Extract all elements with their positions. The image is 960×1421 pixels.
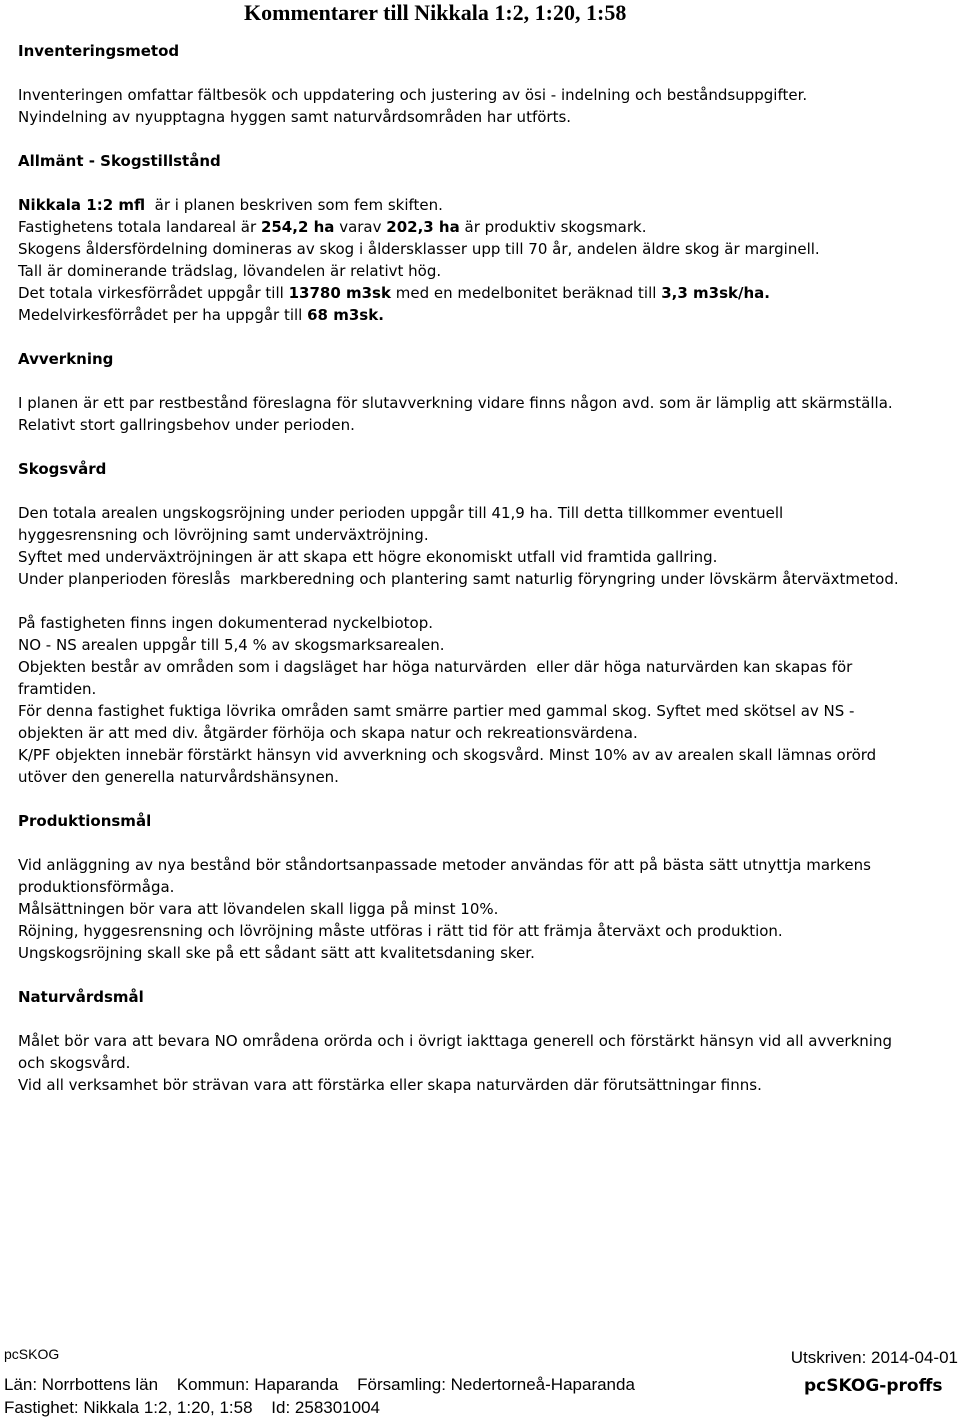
text-segment: Tall är dominerande trädslag, lövandelen är relativt hög. — [18, 262, 442, 280]
footer-brand: pcSKOG — [4, 1346, 60, 1362]
text-segment: För denna fastighet fuktiga lövrika områden samt smärre partier med gammal skog. Syftet med skötsel av NS - — [18, 702, 855, 720]
emphasized-text: 13780 m3sk — [288, 284, 391, 302]
section-heading: Avverkning — [18, 350, 114, 368]
text-segment: Relativt stort gallringsbehov under perioden. — [18, 416, 355, 434]
text-segment: NO - NS arealen uppgår till 5,4 % av skogsmarksarealen. — [18, 636, 445, 654]
text-line — [18, 1030, 948, 1052]
text-line — [18, 612, 948, 634]
text-line — [18, 942, 948, 964]
text-segment: Ungskogsröjning skall ske på ett sådant sätt att kvalitetsdaning sker. — [18, 944, 535, 962]
section-heading: Skogsvård — [18, 460, 107, 478]
document-title: Kommentarer till Nikkala 1:2, 1:20, 1:58 — [244, 0, 627, 25]
spacer — [18, 1008, 948, 1030]
text-line — [18, 194, 948, 216]
text-line — [18, 502, 948, 524]
emphasized-text: 202,3 ha — [386, 218, 460, 236]
text-segment: I planen är ett par restbestånd föreslagna för slutavverkning vidare finns någon avd. som är lämplig att skärmställa. — [18, 394, 893, 412]
spacer — [18, 326, 948, 348]
text-segment: På fastigheten finns ingen dokumenterad nyckelbiotop. — [18, 614, 433, 632]
text-segment: Medelvirkesförrådet per ha uppgår till — [18, 306, 308, 324]
text-segment: Det totala virkesförrådet uppgår till — [18, 284, 289, 302]
footer-lan: Län: Norrbottens län — [4, 1375, 159, 1394]
text-segment: Objekten består av områden som i dagsläget har höga naturvärden eller där höga naturvärden kan skapas för — [18, 658, 853, 676]
text-line — [18, 414, 948, 436]
text-segment: Inventeringen omfattar fältbesök och uppdatering och justering av ösi - indelning och beståndsuppgifter. — [18, 86, 808, 104]
text-segment: Skogens åldersfördelning domineras av skog i åldersklasser upp till 70 år, andelen äldre skog är marginell. — [18, 240, 820, 258]
text-line — [18, 898, 948, 920]
text-line — [18, 260, 948, 282]
footer-location — [4, 1375, 649, 1395]
spacer — [18, 788, 948, 810]
text-segment: är produktiv skogsmark. — [459, 218, 647, 236]
text-segment: med en medelbonitet beräknad till — [390, 284, 662, 302]
text-segment: Vid anläggning av nya bestånd bör ståndortsanpassade metoder användas för att på bästa sätt utnyttja markens — [18, 856, 871, 874]
text-line — [18, 546, 948, 568]
footer-id: Id: 258301004 — [271, 1398, 380, 1417]
print-date: Utskriven: 2014-04-01 — [790, 1348, 958, 1367]
spacer — [18, 964, 948, 986]
text-line — [18, 282, 948, 304]
text-line — [18, 1074, 948, 1096]
emphasized-text: 254,2 ha — [260, 218, 335, 236]
text-line — [18, 876, 948, 898]
text-segment: Målet bör vara att bevara NO områdena orörda och i övrigt iakttaga generell och förstärkt hänsyn vid all avverkning — [18, 1032, 892, 1050]
spacer — [18, 62, 948, 84]
spacer — [18, 832, 948, 854]
text-segment: produktionsförmåga. — [18, 878, 175, 896]
text-segment: är i planen beskriven som fem skiften. — [145, 196, 443, 214]
footer-kommun: Kommun: Haparanda — [176, 1375, 339, 1394]
text-segment: Den totala arealen ungskogsröjning under perioden uppgår till 41,9 ha. Till detta tillkommer eventuell — [18, 504, 784, 522]
text-line — [18, 524, 948, 546]
footer-fastighet: Fastighet: Nikkala 1:2, 1:20, 1:58 — [4, 1398, 253, 1417]
emphasized-text: Nikkala 1:2 mfl — [18, 196, 146, 214]
section-heading: Produktionsmål — [18, 812, 152, 830]
text-segment: hyggesrensning och lövröjning samt underväxtröjning. — [18, 526, 429, 544]
text-line — [18, 656, 948, 678]
text-line — [18, 722, 948, 744]
text-line — [18, 84, 948, 106]
text-line — [18, 238, 948, 260]
text-line — [18, 854, 948, 876]
spacer — [18, 370, 948, 392]
text-line — [18, 216, 948, 238]
text-line — [18, 744, 948, 766]
section-heading: Inventeringsmetod — [18, 42, 180, 60]
section-heading: Allmänt - Skogstillstånd — [18, 152, 221, 170]
spacer — [18, 172, 948, 194]
text-segment: Röjning, hyggesrensning och lövröjning måste utföras i rätt tid för att främja återväxt och produktion. — [18, 922, 783, 940]
text-line — [18, 568, 948, 590]
text-line — [18, 1052, 948, 1074]
text-line — [18, 392, 948, 414]
text-line — [18, 678, 948, 700]
text-line — [18, 766, 948, 788]
text-line — [18, 700, 948, 722]
text-segment: Fastighetens totala landareal är — [18, 218, 261, 236]
emphasized-text: 68 m3sk. — [307, 306, 384, 324]
text-segment: Vid all verksamhet bör strävan vara att förstärka eller skapa naturvärden där förutsättningar finns. — [18, 1076, 762, 1094]
document-body — [18, 40, 948, 1118]
spacer — [18, 590, 948, 612]
text-segment: K/PF objekten innebär förstärkt hänsyn vid avverkning och skogsvård. Minst 10% av av arealen skall lämnas orörd — [18, 746, 877, 764]
spacer — [18, 480, 948, 502]
text-segment: Nyindelning av nyupptagna hyggen samt naturvårdsområden har utförts. — [18, 108, 572, 126]
spacer — [18, 436, 948, 458]
text-line — [18, 634, 948, 656]
emphasized-text: 3,3 m3sk/ha. — [661, 284, 770, 302]
text-line — [18, 920, 948, 942]
text-segment: Målsättningen bör vara att lövandelen skall ligga på minst 10%. — [18, 900, 499, 918]
text-line — [18, 106, 948, 128]
text-segment: objekten är att med div. åtgärder förhöja och skapa natur och rekreationsvärdena. — [18, 724, 638, 742]
text-segment: utöver den generella naturvårdshänsynen. — [18, 768, 339, 786]
spacer — [18, 1096, 948, 1118]
text-segment: framtiden. — [18, 680, 97, 698]
footer-forsamling: Församling: Nedertorneå-Haparanda — [357, 1375, 635, 1394]
section-heading: Naturvårdsmål — [18, 988, 144, 1006]
text-segment: Syftet med underväxtröjningen är att skapa ett högre ekonomiskt utfall vid framtida gallring. — [18, 548, 718, 566]
text-segment: och skogsvård. — [18, 1054, 131, 1072]
text-line — [18, 304, 948, 326]
text-segment: Under planperioden föreslås markberedning och plantering samt naturlig föryngring under lövskärm återväxtmetod. — [18, 570, 899, 588]
footer-property — [4, 1398, 394, 1418]
pcskog-proffs-logo: pcSKOG-proffs — [804, 1376, 943, 1396]
text-segment: varav — [334, 218, 387, 236]
spacer — [18, 128, 948, 150]
